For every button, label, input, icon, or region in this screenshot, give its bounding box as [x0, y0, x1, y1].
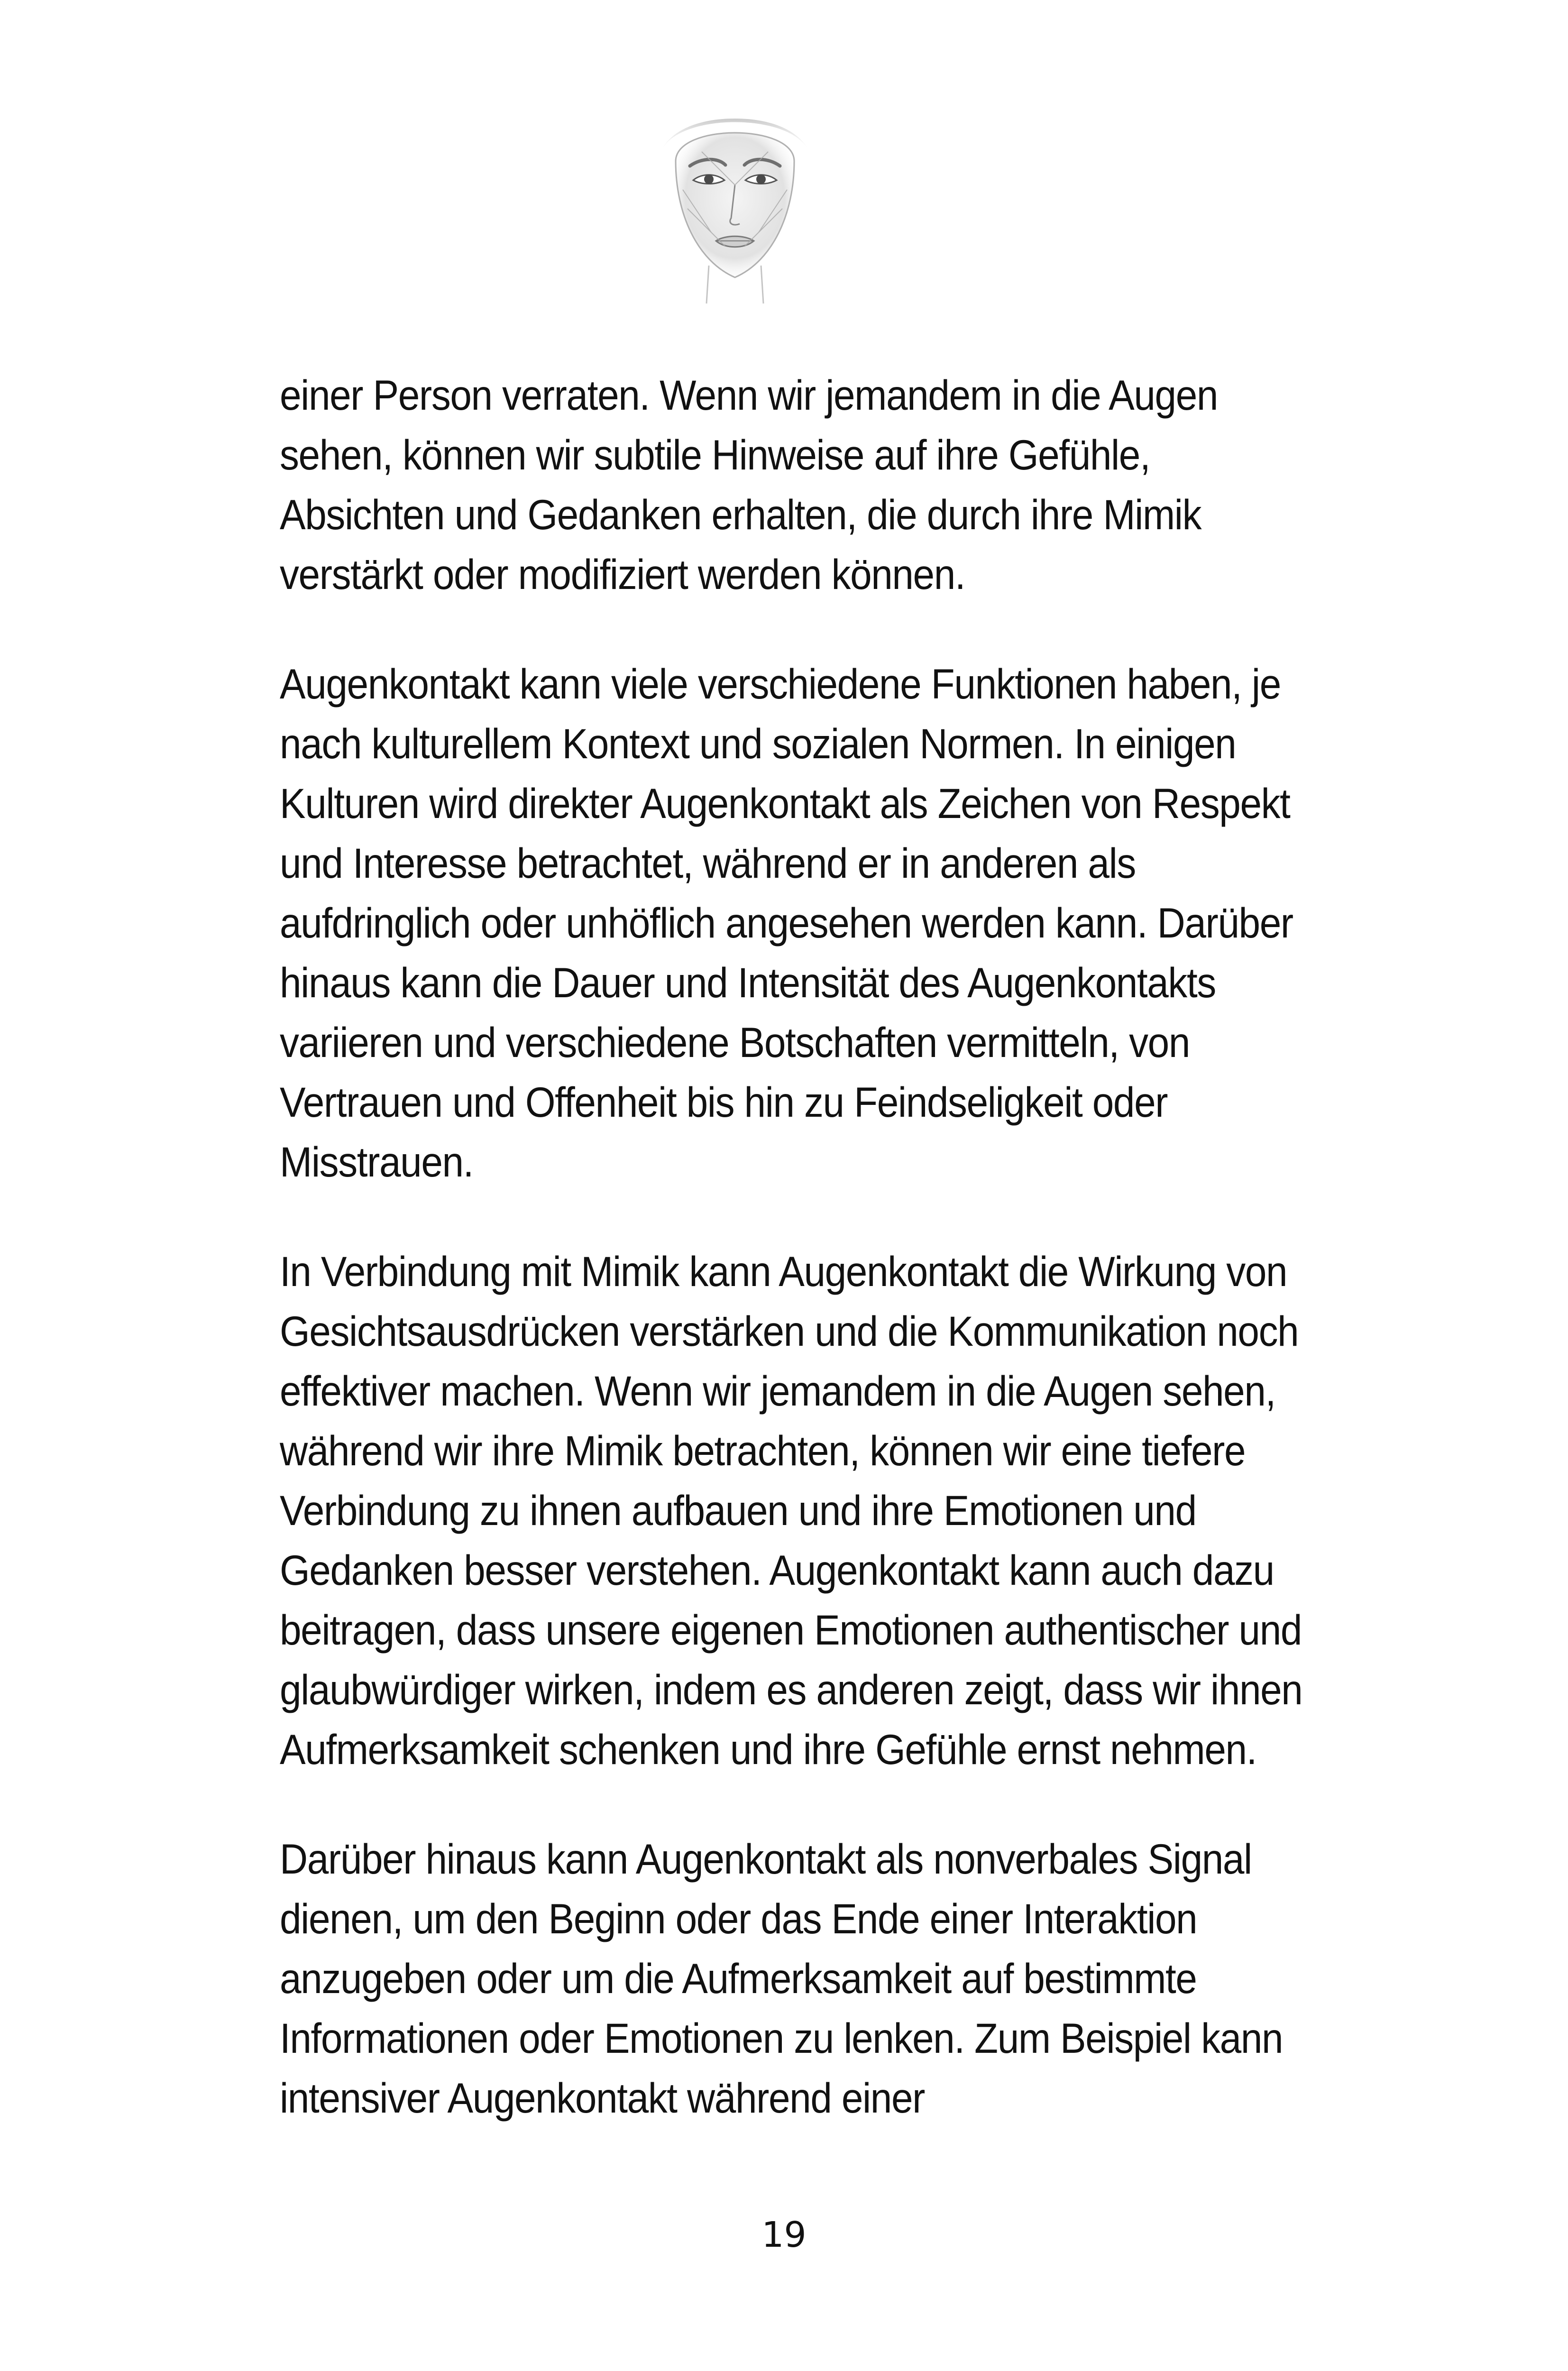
page-number: 19: [761, 2215, 807, 2255]
paragraph: Augenkontakt kann viele verschiedene Funktionen haben, je nach kulturellem Kontext und sozialen Normen. In einigen Kulturen wird direkter Augenkontakt als Zeichen von Respekt und Interesse betrachtet, während er in anderen als aufdringlich oder unhöflich angesehen werden kann. Darüber hinaus kann die Dauer und Intensität des Augenkontakts variieren und verschiedene Botschaften vermitteln, von Vertrauen und Offenheit bis hin zu Feindseligkeit oder Misstrauen.: [280, 660, 1293, 1186]
paragraph: einer Person verraten. Wenn wir jemandem in die Augen sehen, können wir subtile Hinweise auf ihre Gefühle, Absichten und Gedanken erhalten, die durch ihre Mimik verstärkt oder modifiziert werden können.: [280, 371, 1218, 598]
face-sketch-icon: [631, 90, 839, 308]
text-body: [280, 365, 1304, 2178]
paragraph: In Verbindung mit Mimik kann Augenkontakt die Wirkung von Gesichtsausdrücken verstärken und die Kommunikation noch effektiver machen. Wenn wir jemandem in die Augen sehen, während wir ihre Mimik betrachten, können wir eine tiefere Verbindung zu ihnen aufbauen und ihre Emotionen und Gedanken besser verstehen. Augenkontakt kann auch dazu beitragen, dass unsere eigenen Emotionen authentischer und glaubwürdiger wirken, indem es anderen zeigt, dass wir ihnen Aufmerksamkeit schenken und ihre Gefühle ernst nehmen.: [280, 1248, 1302, 1773]
paragraph: Darüber hinaus kann Augenkontakt als nonverbales Signal dienen, um den Beginn oder das Ende einer Interaktion anzugeben oder um die Aufmerksamkeit auf bestimmte Informationen oder Emotionen zu lenken. Zum Beispiel kann intensiver Augenkontakt während einer: [280, 1835, 1283, 2122]
